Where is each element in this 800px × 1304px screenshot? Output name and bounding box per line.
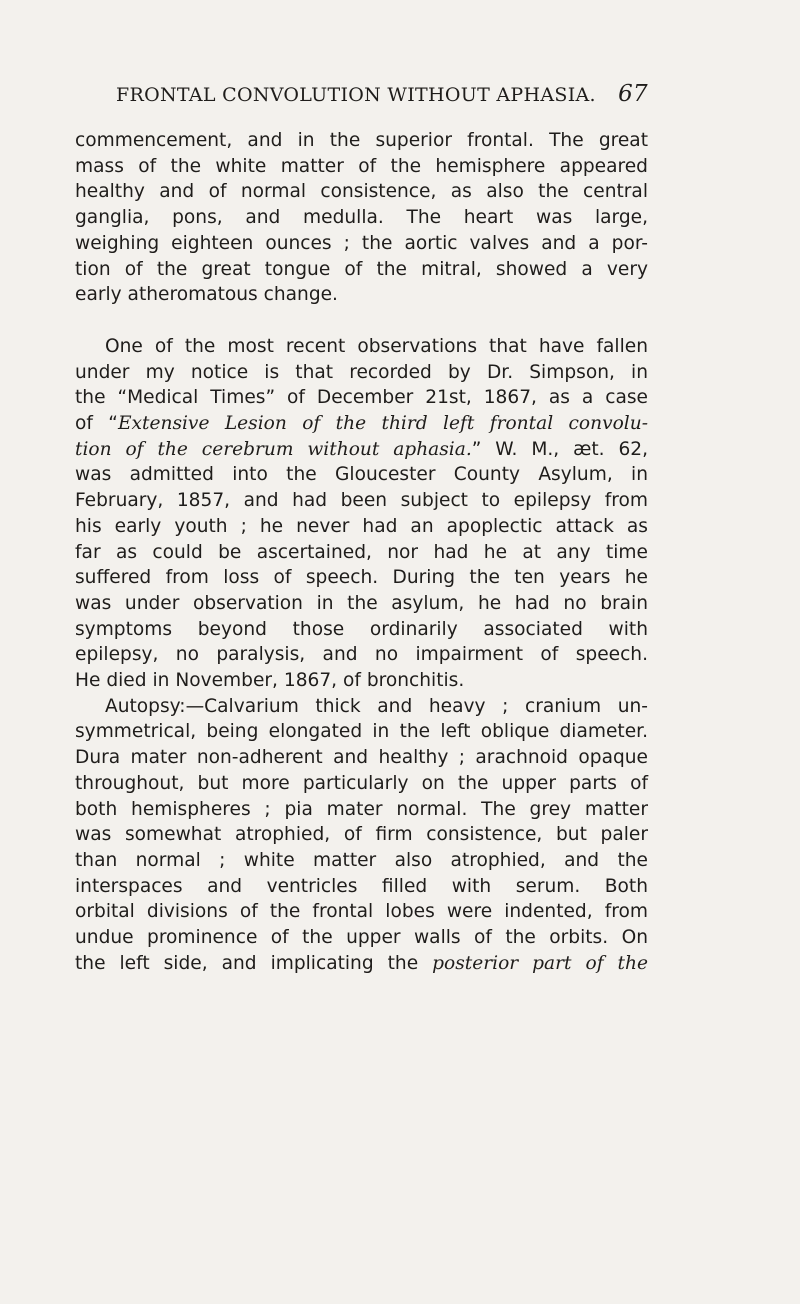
- italic-title-fragment: Extensive Lesion of the third left frontal convolu-: [117, 413, 649, 435]
- text-line: healthy and of normal consistence, as also the central: [75, 181, 648, 203]
- text-line: interspaces and ventricles filled with serum. Both: [75, 875, 648, 897]
- paragraph-3: [75, 694, 648, 977]
- running-head: [116, 81, 648, 107]
- text-line: February, 1857, and had been subject to epilepsy from: [75, 490, 648, 512]
- text-line: early atheromatous change.: [75, 284, 338, 306]
- text-line: the “Medical Times” of December 21st, 1867, as a case: [75, 387, 648, 409]
- text-line: orbital divisions of the frontal lobes were indented, from: [75, 901, 648, 923]
- italic-fragment: posterior part of the: [432, 952, 649, 974]
- text-fragment: of “: [75, 413, 118, 435]
- text-line: under my notice is that recorded by Dr. Simpson, in: [75, 361, 648, 383]
- text-line: his early youth ; he never had an apoplectic attack as: [75, 515, 648, 537]
- text-line: undue prominence of the upper walls of the orbits. On: [75, 927, 648, 949]
- text-line: was under observation in the asylum, he had no brain: [75, 592, 648, 614]
- text-line: symmetrical, being elongated in the left oblique diameter.: [75, 721, 648, 743]
- text-line: far as could be ascertained, nor had he at any time: [75, 541, 648, 563]
- text-line: [75, 411, 648, 437]
- text-fragment: the left side, and implicating the: [75, 952, 433, 974]
- text-line: [75, 951, 648, 977]
- text-line: One of the most recent observations that have fallen: [105, 335, 648, 357]
- text-fragment: ” W. M., æt. 62,: [471, 438, 649, 460]
- text-line: weighing eighteen ounces ; the aortic valves and a por-: [75, 232, 648, 254]
- paragraph-gap: [75, 308, 648, 334]
- text-line: both hemispheres ; pia mater normal. The grey matter: [75, 798, 648, 820]
- text-line: [75, 437, 648, 463]
- paragraph-1: [75, 128, 648, 308]
- text-line: Autopsy:—Calvarium thick and heavy ; cranium un-: [105, 695, 648, 717]
- text-line: was admitted into the Gloucester County Asylum, in: [75, 464, 648, 486]
- text-line: mass of the white matter of the hemisphere appeared: [75, 155, 648, 177]
- running-head-title: FRONTAL CONVOLUTION WITHOUT APHASIA.: [116, 84, 596, 106]
- paragraph-2: [75, 334, 648, 694]
- text-line: symptoms beyond those ordinarily associated with: [75, 618, 648, 640]
- text-line: suffered from loss of speech. During the ten years he: [75, 567, 648, 589]
- text-line: ganglia, pons, and medulla. The heart was large,: [75, 207, 648, 229]
- text-line: commencement, and in the superior frontal. The great: [75, 130, 648, 151]
- italic-title-fragment: tion of the cerebrum without aphasia.: [75, 438, 472, 460]
- text-line: Dura mater non-adherent and healthy ; arachnoid opaque: [75, 747, 648, 769]
- text-line: He died in November, 1867, of bronchitis.: [75, 670, 465, 692]
- text-line: than normal ; white matter also atrophied, and the: [75, 849, 648, 871]
- body-text: [75, 128, 648, 977]
- text-line: tion of the great tongue of the mitral, showed a very: [75, 258, 648, 280]
- text-line: was somewhat atrophied, of firm consistence, but paler: [75, 824, 648, 846]
- page-number: 67: [618, 81, 648, 107]
- text-line: epilepsy, no paralysis, and no impairment of speech.: [75, 644, 648, 666]
- text-line: throughout, but more particularly on the upper parts of: [75, 772, 648, 794]
